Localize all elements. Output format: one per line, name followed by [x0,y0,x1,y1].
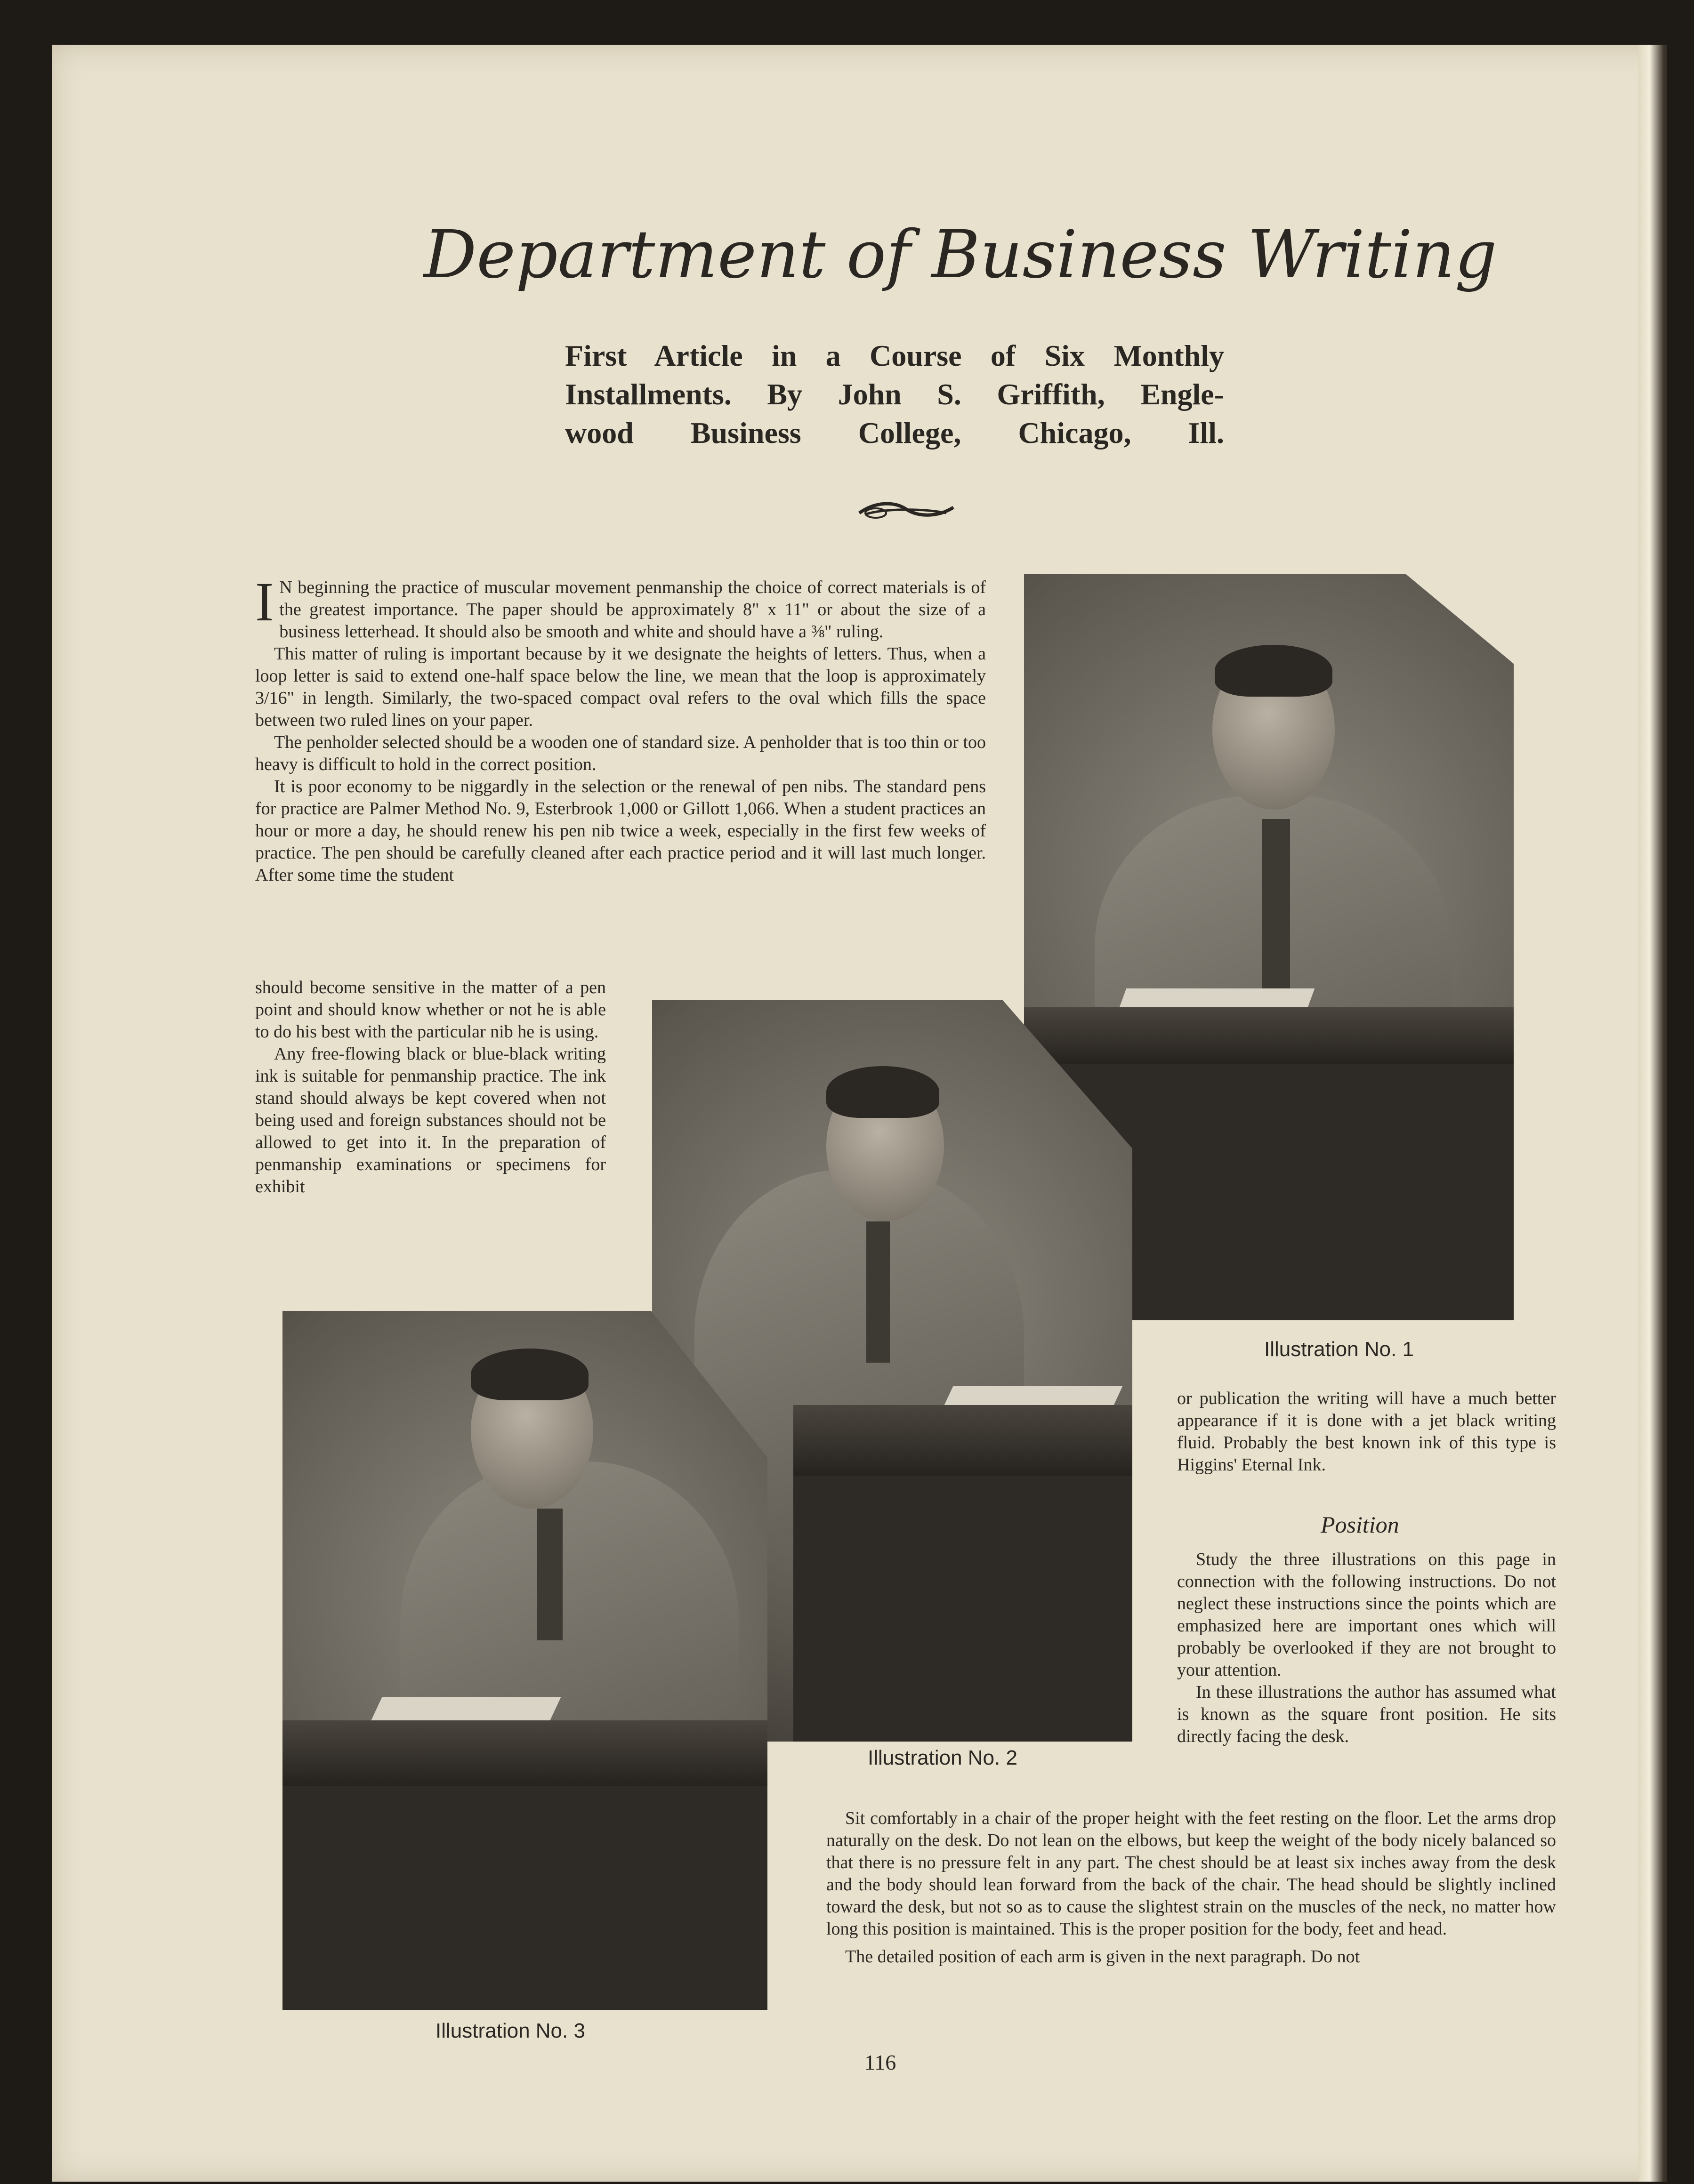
penholder-paragraph: The penholder selected should be a wooden one of standard size. A penholder that is too thin or too heavy is difficult to hold in the correct position. [255,732,986,774]
detail-paragraph: The detailed position of each arm is given in the next paragraph. Do not [845,1947,1360,1967]
subtitle-line: First Article in a Course of Six Monthly [565,339,1224,372]
subtitle-line: Installments. By John S. Griffith, Engle- [565,377,1224,411]
intro-column [255,571,986,886]
ruling-paragraph: This matter of ruling is important because by it we designate the heights of letters. Thus, when a loop letter is said to extend one-half space below the line, we mean that the loop is approximately 3/16" in length. Similarly, the two-spaced compact oval refers to the oval which fills the space between two ruled lines on your paper. [255,644,986,730]
page-title: Department of Business Writing [424,217,1497,293]
nibs-continued: should become sensitive in the matter of a pen point and should know whether or not he is able to do his best with the particular nib he is using. [255,978,606,1042]
position-column [1177,1549,1556,1748]
illustration-1-caption: Illustration No. 1 [1264,1338,1414,1361]
article-subtitle [565,337,1224,452]
flourish-ornament [857,499,956,522]
section-heading-position: Position [1321,1511,1399,1538]
ink-paragraph: Any free-flowing black or blue-black writing ink is suitable for penmanship practice. The ink stand should always be kept covered when not being used and foreign substances should not be allowed to get into it. In the preparation of penmanship examinations or specimens for exhibit [255,1044,606,1196]
intro-paragraph: I N beginning the practice of muscular movement penmanship the choice of correct materials is of the greatest importance. The paper should be approximately 8" x 11" or about the size of a business letterhead. It should also be smooth and white and should have a ⅜" ruling. [255,571,986,642]
subtitle-line: wood Business College, Chicago, Ill. [565,416,1224,450]
illustration-2-caption: Illustration No. 2 [868,1746,1017,1769]
ink-continued: or publication the writing will have a much better appearance if it is done with a jet black writing fluid. Probably the best known ink of this type is Higgins' Eternal Ink. [1177,1389,1556,1475]
left-narrow-column [255,977,606,1198]
right-column [1177,1388,1556,1476]
sit-paragraph: Sit comfortably in a chair of the proper height with the feet resting on the floor. Let the arms drop naturally on the desk. Do not lean on the elbows, but keep the weight of the body nicely balanced so that there is no pressure felt in any part. The chest should be at least six inches away from the desk and the body should lean forward from the back of the chair. The head should be slightly inclined toward the desk, but not so as to cause the slightest strain on the muscles of the neck, no matter how long this position is maintained. This is the proper position for the body, feet and head. [826,1808,1556,1939]
bottom-column [826,1807,1556,1968]
illustration-3-photo [282,1311,767,2010]
study-paragraph: Study the three illustrations on this page in connection with the following instructions. Do not neglect these instructions since the points which are emphasized here are important ones which will probably be overlooked if they are not brought to your attention. [1177,1550,1556,1680]
page-gutter [1638,45,1667,2182]
illustration-3-caption: Illustration No. 3 [436,2019,585,2042]
drop-cap: I [255,571,274,633]
square-front-paragraph: In these illustrations the author has assumed what is known as the square front position. He sits directly facing the desk. [1177,1682,1556,1746]
page-number: 116 [864,2050,896,2074]
nibs-paragraph: It is poor economy to be niggardly in the selection or the renewal of pen nibs. The standard pens for practice are Palmer Method No. 9, Esterbrook 1,000 or Gillott 1,066. When a student practices an hour or more a day, he should renew his pen nib twice a week, especially in the first few weeks of practice. The pen should be carefully cleaned after each practice period and it will last much longer. After some time the student [255,777,986,885]
